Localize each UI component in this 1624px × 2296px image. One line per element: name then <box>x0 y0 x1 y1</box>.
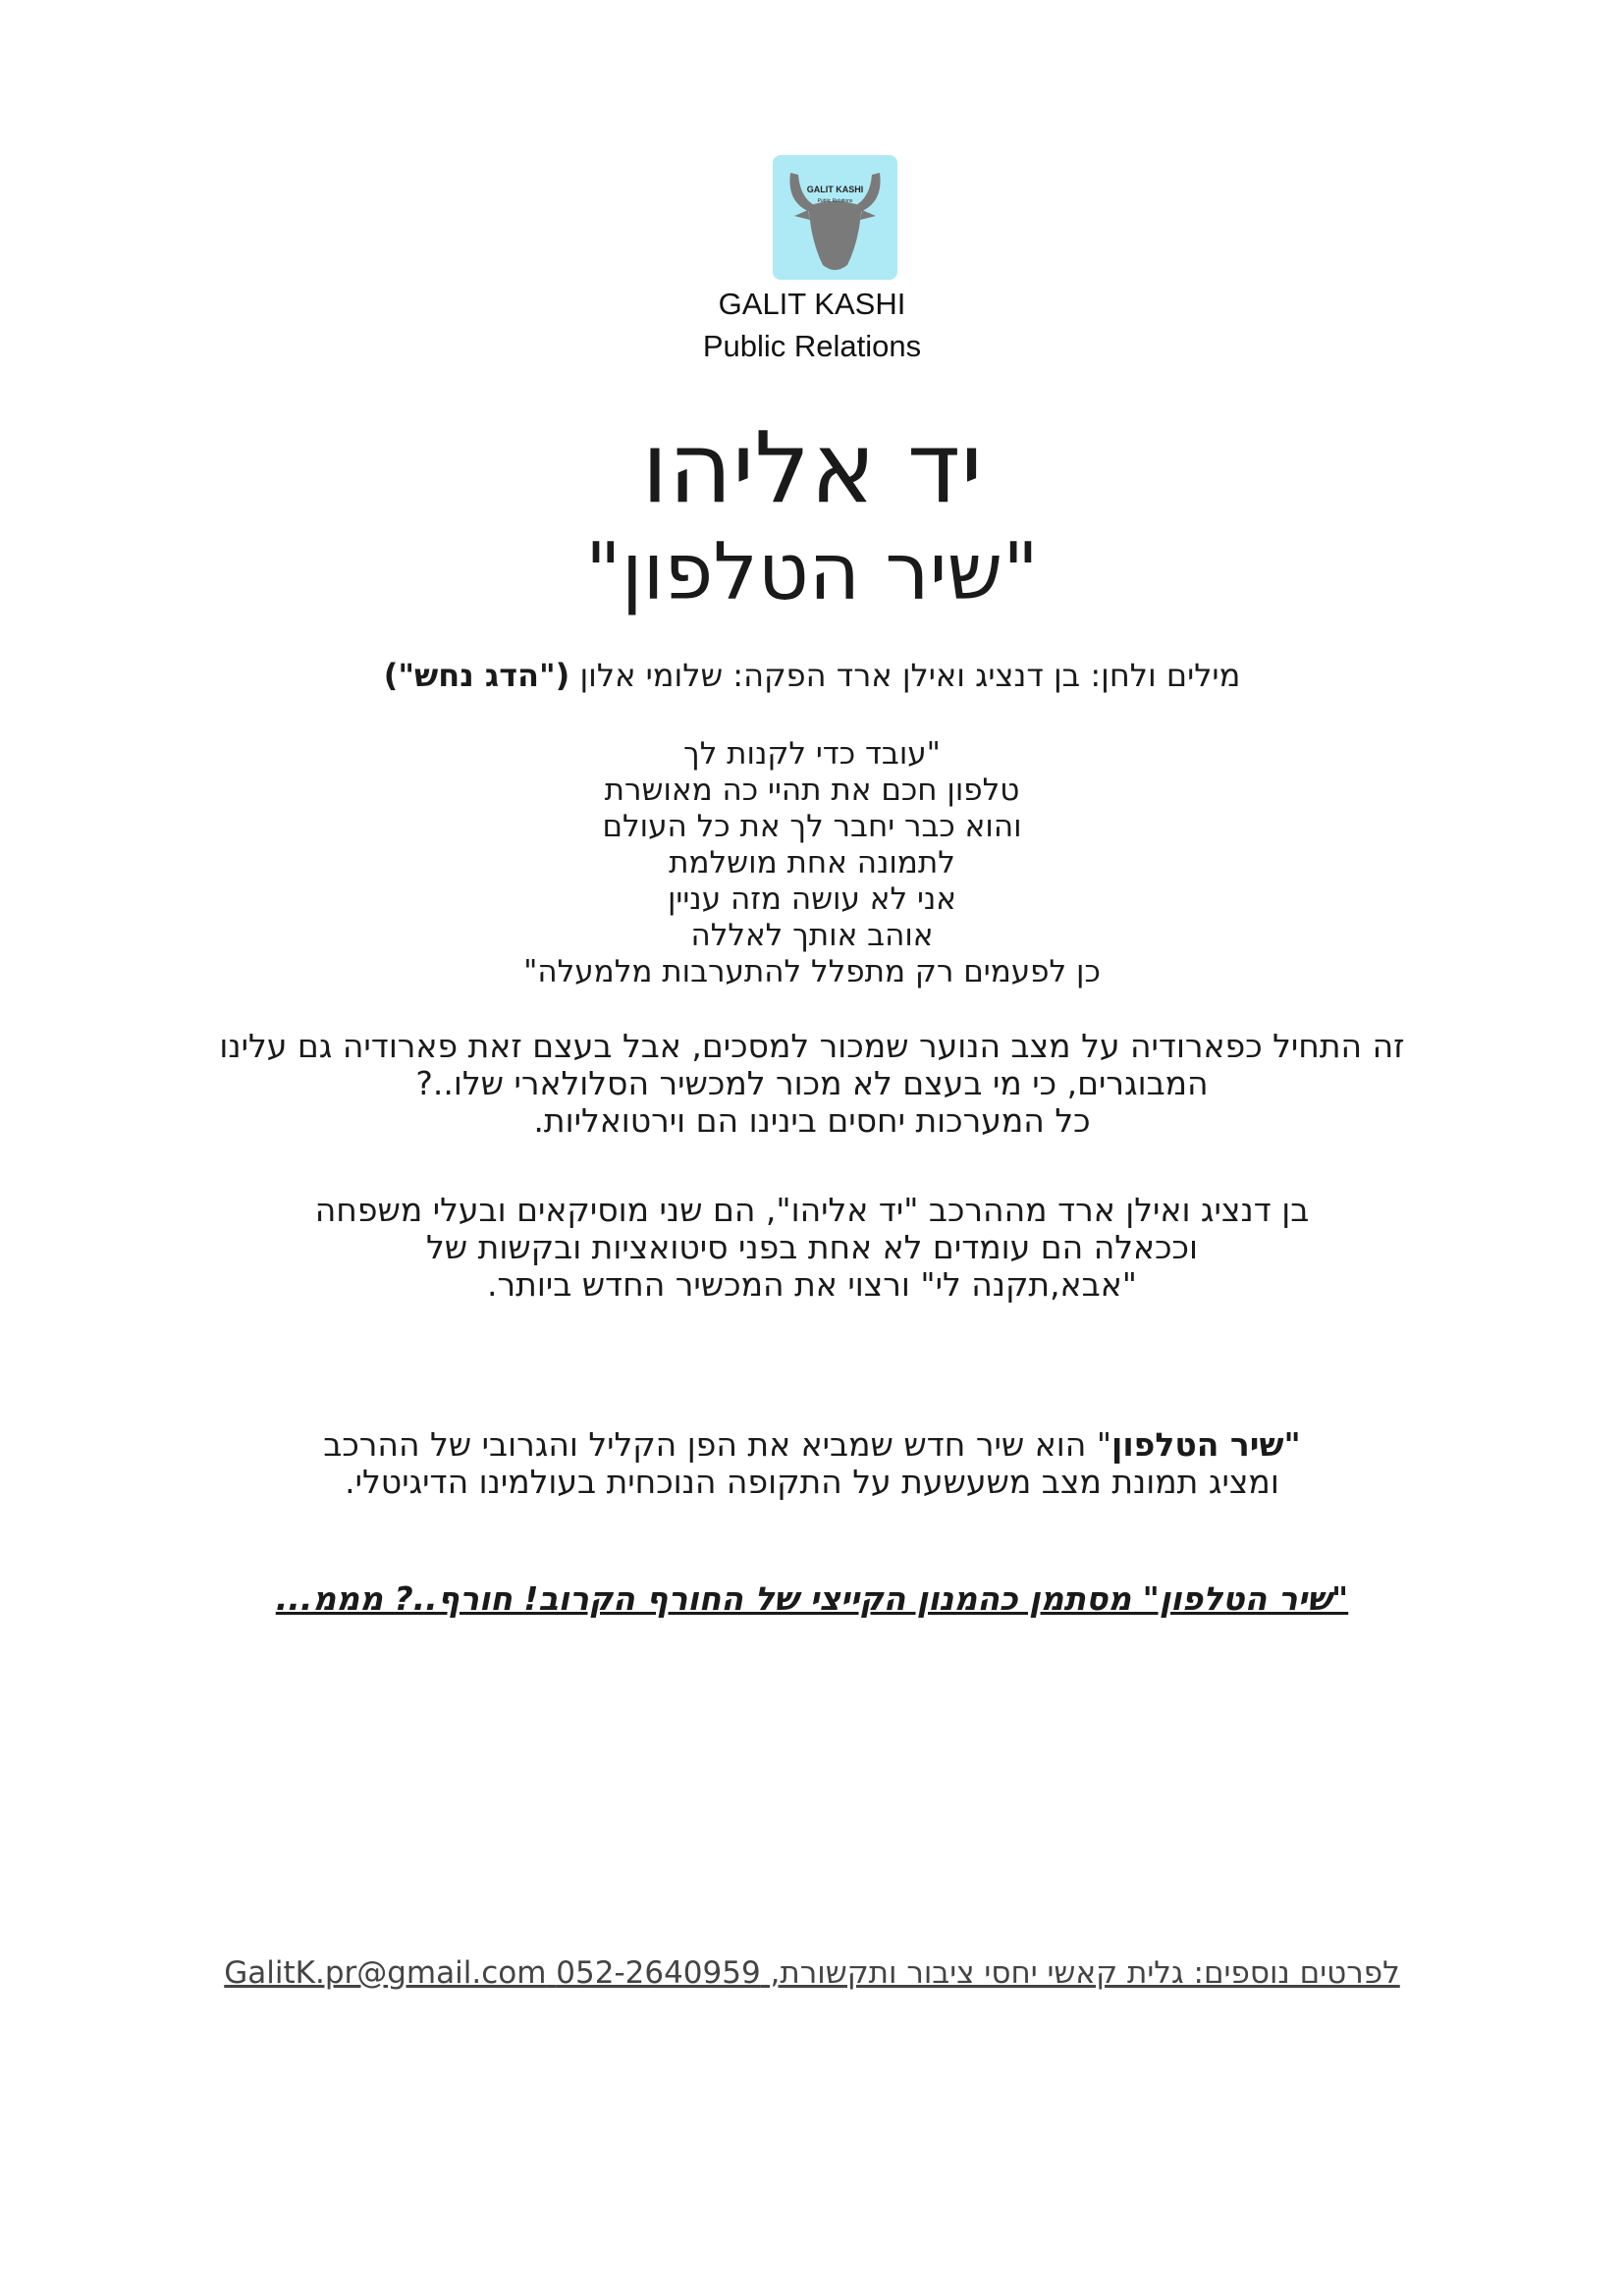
paragraph-line: ומציג תמונת מצב משעשעת על התקופה הנוכחית בעולמינו הדיגיטלי. <box>345 1463 1279 1501</box>
lyrics-line: לתמונה אחת מושלמת <box>669 845 955 881</box>
paragraph-band <box>0 1192 1624 1304</box>
paragraph-line: בן דנציג ואילן ארד מההרכב "יד אליהו", הם שני מוסיקאים ובעלי משפחה <box>314 1191 1310 1229</box>
lyrics-line: טלפון חכם את תהיי כה מאושרת <box>604 773 1020 808</box>
brand-name: GALIT KASHI <box>718 287 906 321</box>
lyrics-line: "עובד כדי לקנות לך <box>683 736 941 772</box>
lyrics-line: כן לפעמים רק מתפלל להתערבות מלמעלה" <box>523 954 1101 989</box>
song-title: "שיר הטלפון" <box>585 526 1039 617</box>
paragraph-song <box>0 1426 1624 1501</box>
paragraph-text: " הוא שיר חדש שמביא את הפן הקליל והגרובי של ההרכב <box>323 1425 1112 1464</box>
lyrics-line: והוא כבר יחבר לך את כל העולם <box>602 809 1022 844</box>
headline-tagline: "שיר הטלפון" מסתמן כהמנון הקייצי של החורף הקרוב! חורף..? מממ... <box>275 1579 1349 1618</box>
paragraph-line: וככאלה הם עומדים לא אחת בפני סיטואציות ובקשות של <box>426 1228 1198 1266</box>
credits-producer-nickname: ("הדג נחש") <box>383 657 570 694</box>
svg-text:GALIT KASHI: GALIT KASHI <box>806 185 864 194</box>
lyrics-line: אוהב אותך לאללה <box>690 918 934 953</box>
paragraph-line: המבוגרים, כי מי בעצם לא מכור למכשיר הסלולארי שלו..? <box>415 1064 1209 1102</box>
song-name-bold: "שיר הטלפון <box>1111 1425 1301 1464</box>
paragraph-line <box>0 1426 1624 1464</box>
lyrics-excerpt <box>0 736 1624 990</box>
paragraph-parody <box>0 1028 1624 1140</box>
credits-text: מילים ולחן: בן דנציג ואילן ארד הפקה: שלומי אלון <box>569 657 1241 694</box>
paragraph-line: זה התחיל כפארודיה על מצב הנוער שמכור למסכים, אבל בעצם זאת פארודיה גם עלינו <box>219 1027 1405 1065</box>
brand-subtitle: Public Relations <box>702 329 922 363</box>
paragraph-line: "אבא,תקנה לי" ורצוי את המכשיר החדש ביותר. <box>487 1265 1137 1304</box>
contact-link[interactable]: לפרטים נוספים: גלית קאשי יחסי ציבור ותקשורת, 052-2640959 GalitK.pr@gmail.com <box>224 1955 1400 1991</box>
svg-text:Public Relations: Public Relations <box>817 198 853 204</box>
company-logo <box>773 155 897 280</box>
bull-head-icon <box>773 155 897 280</box>
page-title: יד אליהו <box>641 410 983 525</box>
paragraph-line: כל המערכות יחסים בינינו הם וירטואליות. <box>533 1101 1091 1140</box>
credits-line <box>0 656 1624 695</box>
lyrics-line: אני לא עושה מזה עניין <box>667 881 957 917</box>
